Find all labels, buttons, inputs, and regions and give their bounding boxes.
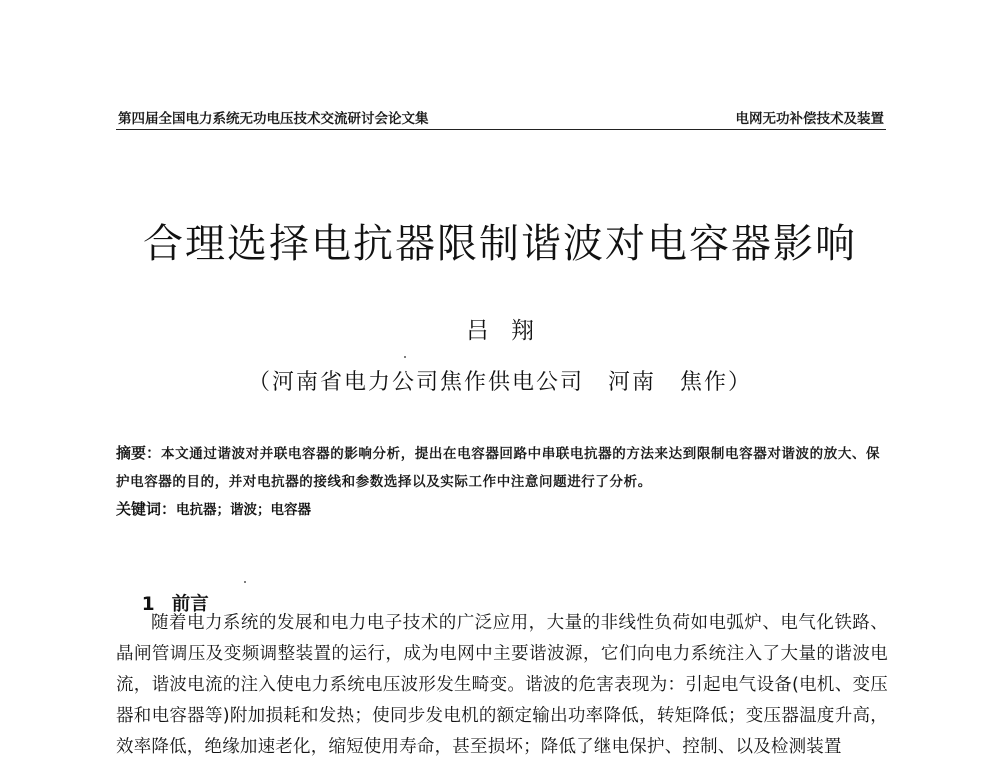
abstract bbox=[116, 439, 888, 496]
proceedings-title: 第四届全国电力系统无功电压技术交流研讨会论文集 bbox=[118, 111, 429, 127]
running-header bbox=[116, 103, 886, 130]
section-category: 电网无功补偿技术及装置 bbox=[735, 111, 884, 127]
abstract-label: 摘要： bbox=[116, 444, 162, 462]
keywords bbox=[116, 497, 888, 522]
keywords-label: 关键词： bbox=[116, 500, 177, 518]
scan-speck bbox=[244, 581, 246, 583]
paper-title: 合理选择电抗器限制谐波对电容器影响 bbox=[143, 221, 857, 267]
author-name: 吕翔 bbox=[466, 318, 556, 344]
section-title: 前言 bbox=[171, 594, 209, 615]
keywords-text: 电抗器；谐波；电容器 bbox=[176, 502, 312, 518]
abstract-text: 本文通过谐波对并联电容器的影响分析，提出在电容器回路中串联电抗器的方法来达到限制电容器对谐波的放大、保护电容器的目的，并对电抗器的接线和参数选择以及实际工作中注意问题进行了分析。 bbox=[116, 446, 881, 490]
scan-speck bbox=[404, 356, 406, 358]
section-number: 1 bbox=[141, 594, 155, 615]
author-affiliation: （河南省电力公司焦作供电公司 河南 焦作） bbox=[247, 370, 752, 395]
body-paragraph: 随着电力系统的发展和电力电子技术的广泛应用，大量的非线性负荷如电弧炉、电气化铁路、晶闸管调压及变频调整装置的运行，成为电网中主要谐波源，它们向电力系统注入了大量的谐波电流，谐波电流的注入使电力系统电压波形发生畸变。谐波的危害表现为：引起电气设备(电机、变压器和电容器等)附加损耗和发热；使同步发电机的额定输出功率降低，转矩降低；变压器温度升高，效率降低，绝缘加速老化，缩短使用寿命，甚至损坏；降低了继电保护、控制、以及检测装置 bbox=[116, 613, 888, 757]
